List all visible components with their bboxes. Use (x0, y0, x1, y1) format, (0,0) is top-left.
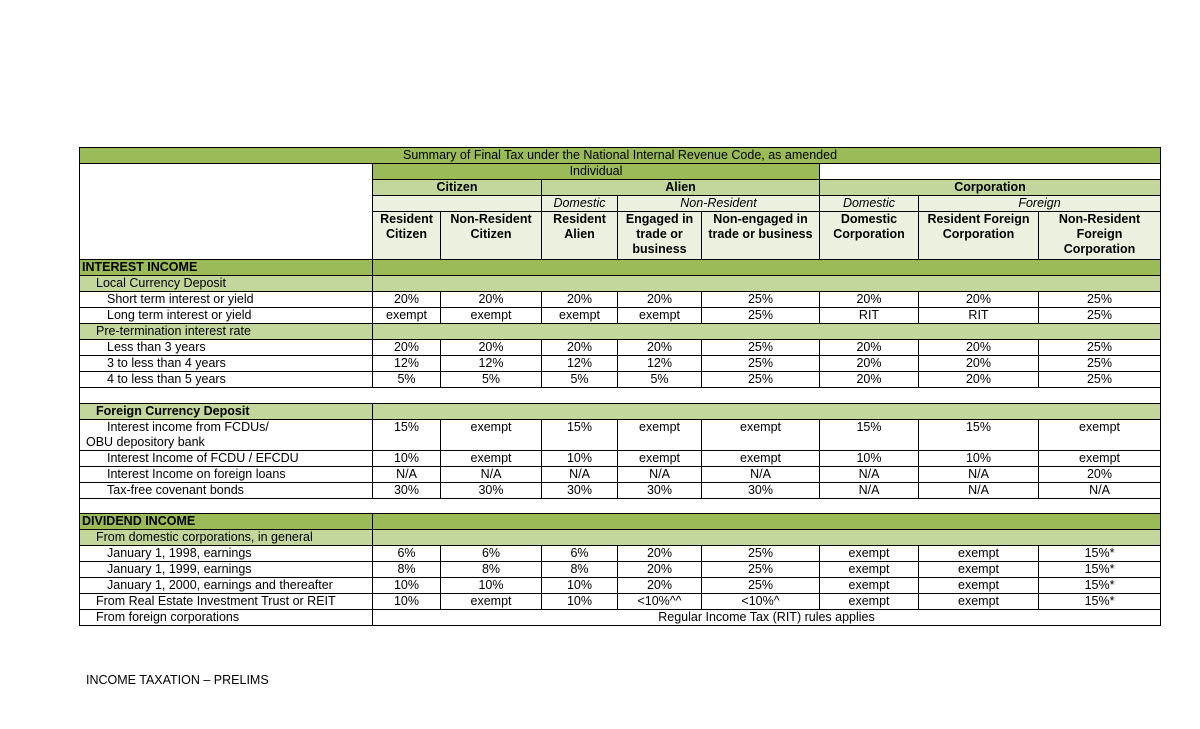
col-header: Non-engaged in trade or business (702, 212, 820, 260)
table-cell: 20% (618, 562, 702, 578)
table-cell: exempt (820, 546, 919, 562)
table-cell: exempt (618, 419, 702, 450)
subsection-row (80, 403, 1161, 419)
table-cell: exempt (542, 308, 618, 324)
subsection-fill (373, 276, 1161, 292)
table-cell: 10% (373, 594, 441, 610)
table-cell: 15%* (1039, 546, 1161, 562)
col-header: Non-Resident Foreign Corporation (1039, 212, 1161, 260)
table-cell: exempt (919, 578, 1039, 594)
header-alien: Alien (542, 180, 820, 196)
table-cell: N/A (702, 466, 820, 482)
table-cell: 20% (919, 292, 1039, 308)
row-label-line: OBU depository bank (86, 434, 205, 449)
table-cell: exempt (618, 308, 702, 324)
table-cell: N/A (820, 466, 919, 482)
table-cell: 5% (373, 372, 441, 388)
section-dividend-income: DIVIDEND INCOME (80, 514, 373, 530)
table-cell: 20% (820, 372, 919, 388)
table-cell: 20% (919, 340, 1039, 356)
table-cell: 8% (542, 562, 618, 578)
subsection-from-domestic: From domestic corporations, in general (80, 530, 373, 546)
table-cell: exempt (702, 419, 820, 450)
table-row (80, 419, 1161, 450)
page-footer: INCOME TAXATION – PRELIMS (86, 673, 269, 687)
table-cell: 30% (373, 482, 441, 498)
table-cell: N/A (542, 466, 618, 482)
table-cell: RIT (820, 308, 919, 324)
table-cell: 5% (618, 372, 702, 388)
table-cell: 15% (820, 419, 919, 450)
row-label-fcdu (80, 419, 373, 450)
table-cell: 15%* (1039, 594, 1161, 610)
table-row (80, 562, 1161, 578)
table-cell: 20% (618, 546, 702, 562)
section-fill (373, 260, 1161, 276)
subsection-local-currency: Local Currency Deposit (80, 276, 373, 292)
table-cell: exempt (441, 308, 542, 324)
table-cell: exempt (820, 562, 919, 578)
row-label: From foreign corporations (80, 610, 373, 626)
table-cell: 25% (702, 308, 820, 324)
table-cell: N/A (618, 466, 702, 482)
row-label: Short term interest or yield (80, 292, 373, 308)
header-blank-cell (80, 164, 373, 260)
table-cell: RIT (919, 308, 1039, 324)
table-cell: 25% (702, 562, 820, 578)
header-blank-corp (820, 164, 1161, 180)
table-cell: 20% (820, 340, 919, 356)
table-cell: exempt (820, 594, 919, 610)
subsection-row (80, 324, 1161, 340)
table-cell: 25% (702, 356, 820, 372)
table-cell: 20% (441, 292, 542, 308)
table-cell: 12% (373, 356, 441, 372)
table-cell: exempt (618, 450, 702, 466)
table-cell: 8% (441, 562, 542, 578)
table-cell: N/A (820, 482, 919, 498)
header-non-resident: Non-Resident (618, 196, 820, 212)
table-cell: 30% (441, 482, 542, 498)
final-tax-summary-table (79, 147, 1161, 626)
table-cell: 20% (373, 292, 441, 308)
row-label: 3 to less than 4 years (80, 356, 373, 372)
header-corp-domestic: Domestic (820, 196, 919, 212)
row-label: 4 to less than 5 years (80, 372, 373, 388)
table-row (80, 610, 1161, 626)
table-cell: 10% (441, 578, 542, 594)
table-cell: 25% (702, 292, 820, 308)
subsection-row (80, 276, 1161, 292)
table-cell: 12% (618, 356, 702, 372)
table-cell: 10% (373, 450, 441, 466)
table-cell: N/A (441, 466, 542, 482)
table-cell: 25% (702, 546, 820, 562)
table-cell: 15%* (1039, 562, 1161, 578)
table-cell: exempt (919, 562, 1039, 578)
table-cell: 20% (1039, 466, 1161, 482)
table-cell: 30% (542, 482, 618, 498)
subsection-pretermination: Pre-termination interest rate (80, 324, 373, 340)
table-cell-merged: Regular Income Tax (RIT) rules applies (373, 610, 1161, 626)
col-header: Non-Resident Citizen (441, 212, 542, 260)
table-cell: 15% (373, 419, 441, 450)
table-row (80, 450, 1161, 466)
row-label: January 1, 1998, earnings (80, 546, 373, 562)
header-citizen: Citizen (373, 180, 542, 196)
table-cell: 10% (542, 578, 618, 594)
table-cell: 25% (1039, 292, 1161, 308)
subsection-foreign-currency: Foreign Currency Deposit (80, 403, 373, 419)
table-row (80, 466, 1161, 482)
title-row (80, 148, 1161, 164)
spacer-row (80, 498, 1161, 514)
table-cell: 25% (702, 340, 820, 356)
row-label: January 1, 1999, earnings (80, 562, 373, 578)
table-cell: 8% (373, 562, 441, 578)
spacer-cell (80, 388, 1161, 404)
subsection-row (80, 530, 1161, 546)
section-fill (373, 514, 1161, 530)
table-cell: 12% (441, 356, 542, 372)
table-cell: 20% (919, 372, 1039, 388)
table-cell: 25% (1039, 372, 1161, 388)
table-cell: exempt (441, 450, 542, 466)
table-row (80, 372, 1161, 388)
table-cell: N/A (919, 466, 1039, 482)
col-header: Resident Citizen (373, 212, 441, 260)
subsection-fill (373, 530, 1161, 546)
header-domestic: Domestic (542, 196, 618, 212)
col-header: Engaged in trade or business (618, 212, 702, 260)
table-row (80, 356, 1161, 372)
row-label: Interest Income on foreign loans (80, 466, 373, 482)
subsection-fill (373, 403, 1161, 419)
table-cell: 15%* (1039, 578, 1161, 594)
subsection-fill (373, 324, 1161, 340)
table-cell: 30% (702, 482, 820, 498)
table-cell: 20% (542, 340, 618, 356)
table-row (80, 292, 1161, 308)
table-cell: exempt (919, 546, 1039, 562)
header-corporation: Corporation (820, 180, 1161, 196)
table-cell: N/A (919, 482, 1039, 498)
table-cell: 5% (441, 372, 542, 388)
table-cell: 25% (702, 372, 820, 388)
table-cell: 25% (1039, 356, 1161, 372)
table-cell: 15% (542, 419, 618, 450)
table-cell: 10% (919, 450, 1039, 466)
table-cell: 25% (1039, 308, 1161, 324)
table-cell: 20% (618, 578, 702, 594)
header-row-individual (80, 164, 1161, 180)
header-blank-citizen (373, 196, 542, 212)
table-cell: 5% (542, 372, 618, 388)
table-cell: 15% (919, 419, 1039, 450)
table-row (80, 594, 1161, 610)
table-cell: N/A (373, 466, 441, 482)
table-cell: exempt (820, 578, 919, 594)
row-label-line: Interest income from FCDUs/ (107, 419, 269, 434)
table-cell: 30% (618, 482, 702, 498)
row-label: January 1, 2000, earnings and thereafter (80, 578, 373, 594)
table-row (80, 546, 1161, 562)
table-cell: 20% (441, 340, 542, 356)
table-cell: <10%^^ (618, 594, 702, 610)
row-label: Less than 3 years (80, 340, 373, 356)
header-foreign: Foreign (919, 196, 1161, 212)
table-cell: 20% (542, 292, 618, 308)
table-cell: 6% (542, 546, 618, 562)
table-cell: 6% (373, 546, 441, 562)
table-cell: 10% (373, 578, 441, 594)
table-cell: 20% (820, 292, 919, 308)
section-row (80, 260, 1161, 276)
table-cell: exempt (441, 594, 542, 610)
table-cell: 20% (919, 356, 1039, 372)
table-row (80, 578, 1161, 594)
table-row (80, 308, 1161, 324)
table-cell: 10% (820, 450, 919, 466)
table-cell: 20% (618, 292, 702, 308)
table-row (80, 340, 1161, 356)
table-row (80, 482, 1161, 498)
table-cell: exempt (919, 594, 1039, 610)
table-cell: 12% (542, 356, 618, 372)
table-cell: <10%^ (702, 594, 820, 610)
section-interest-income: INTEREST INCOME (80, 260, 373, 276)
table-title: Summary of Final Tax under the National Internal Revenue Code, as amended (80, 148, 1161, 164)
table-cell: 25% (702, 578, 820, 594)
row-label: Interest Income of FCDU / EFCDU (80, 450, 373, 466)
table-cell: N/A (1039, 482, 1161, 498)
row-label: Long term interest or yield (80, 308, 373, 324)
row-label: Tax-free covenant bonds (80, 482, 373, 498)
table-cell: 20% (618, 340, 702, 356)
table-cell: exempt (1039, 419, 1161, 450)
col-header: Domestic Corporation (820, 212, 919, 260)
spacer-cell (80, 498, 1161, 514)
table-cell: 10% (542, 450, 618, 466)
table-cell: exempt (1039, 450, 1161, 466)
header-individual: Individual (373, 164, 820, 180)
spacer-row (80, 388, 1161, 404)
col-header: Resident Foreign Corporation (919, 212, 1039, 260)
table-cell: 20% (820, 356, 919, 372)
table-cell: exempt (373, 308, 441, 324)
table-cell: exempt (441, 419, 542, 450)
table-cell: exempt (702, 450, 820, 466)
table-cell: 10% (542, 594, 618, 610)
section-row (80, 514, 1161, 530)
table-cell: 20% (373, 340, 441, 356)
row-label: From Real Estate Investment Trust or REIT (80, 594, 373, 610)
table-cell: 25% (1039, 340, 1161, 356)
table-cell: 6% (441, 546, 542, 562)
col-header: Resident Alien (542, 212, 618, 260)
